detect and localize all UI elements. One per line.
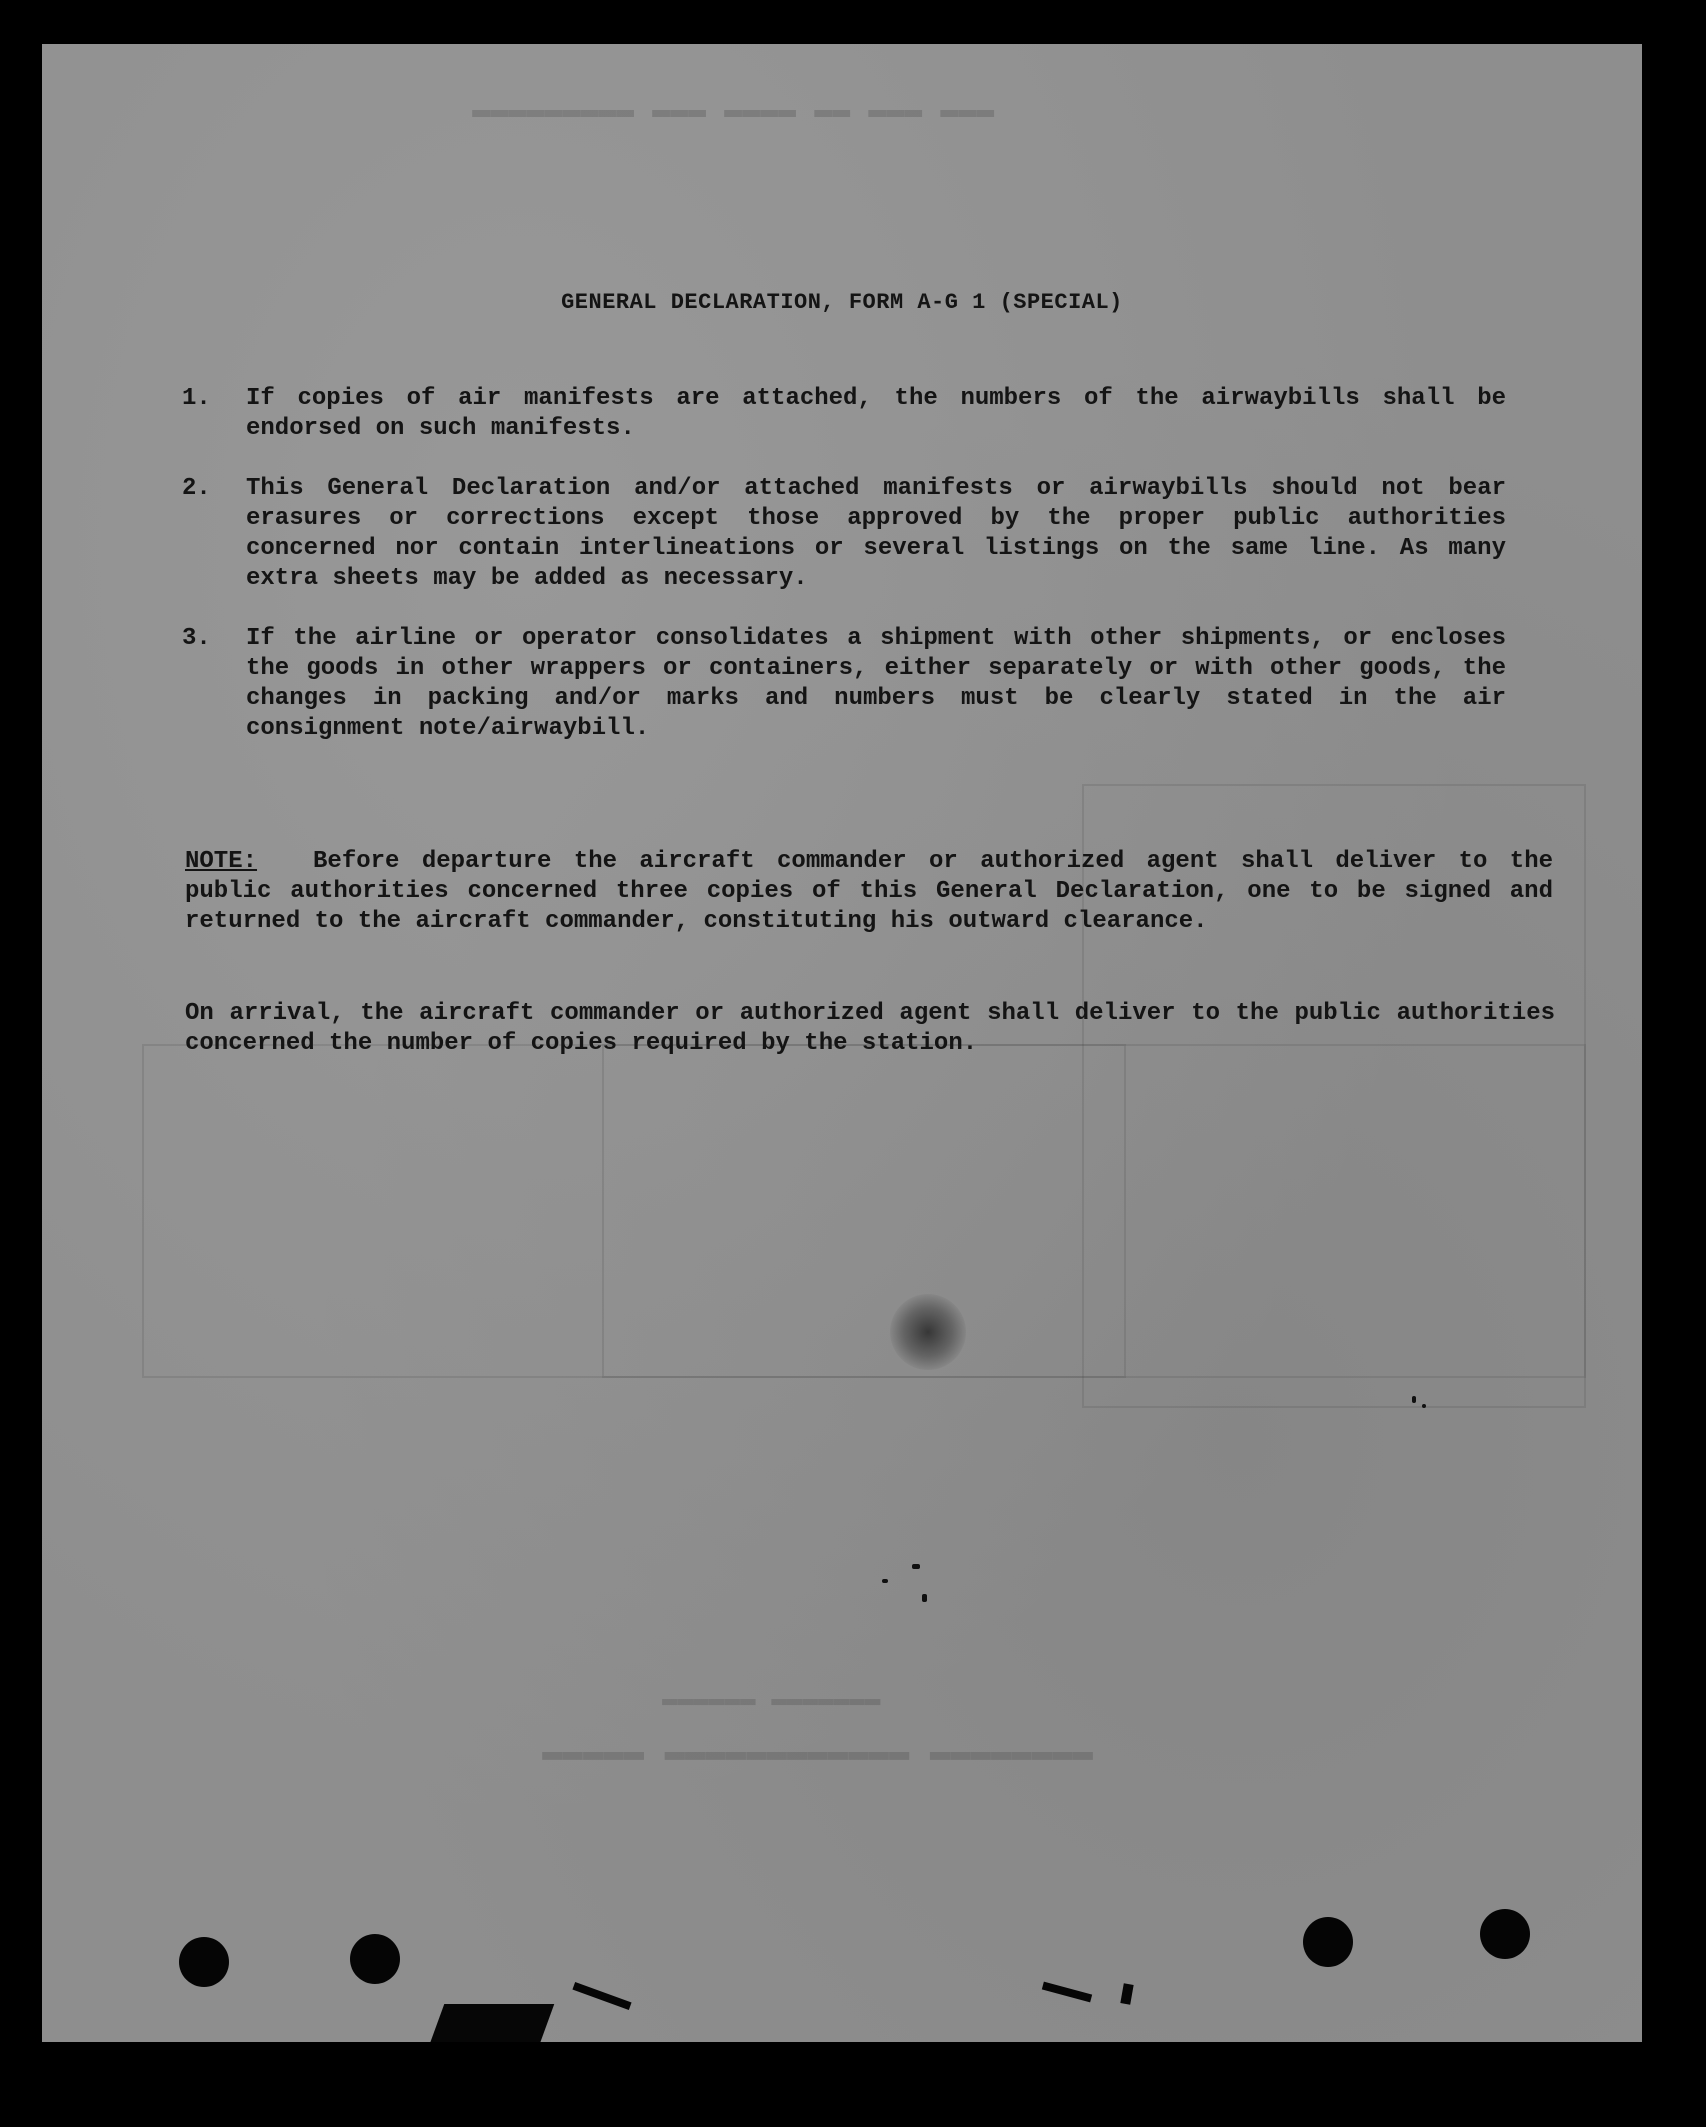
- list-item: [182, 624, 1562, 744]
- punch-hole: [1303, 1917, 1353, 1967]
- item-text: If the airline or operator consolidates a shipment with other shipments, or encloses the goods in other wrappers or containers, either separately or with other goods, the changes in packing and/or marks and numbers must be clearly stated in the air consignment note/airwaybill.: [246, 625, 1506, 742]
- note-text: Before departure the aircraft commander or authorized agent shall deliver to the public authorities concerned three copies of this General Declaration, one to be signed and returned to the aircraft commander, constituting his outward clearance.: [185, 848, 1553, 935]
- punch-hole: [1480, 1909, 1530, 1959]
- list-item: [182, 384, 1562, 444]
- document-title: GENERAL DECLARATION, FORM A-G 1 (SPECIAL): [561, 290, 1123, 315]
- paper-tear: [572, 1982, 631, 2010]
- ink-speck: [922, 1594, 927, 1602]
- item-text: This General Declaration and/or attached manifests or airwaybills should not bear erasures or corrections except those approved by the proper public authorities concerned nor contain interlineations or several listings on the same line. As many extra sheets may be added as necessary.: [246, 475, 1506, 592]
- show-through-text: ▬▬▬ ▬▬▬ ▬▬ ▬▬▬▬ ▬▬▬ ▬▬▬▬▬▬▬▬▬: [472, 94, 995, 128]
- ink-speck: [882, 1579, 888, 1583]
- ink-speck: [912, 1564, 920, 1569]
- punch-hole: [179, 1937, 229, 1987]
- show-through-text: ▬▬▬▬▬▬▬ ▬▬▬▬▬▬: [662, 1684, 881, 1714]
- item-number: 1.: [182, 385, 211, 412]
- note-label: NOTE:: [185, 848, 258, 875]
- show-through-text: ▬▬▬▬▬▬▬▬ ▬▬▬▬▬▬▬▬▬▬▬▬ ▬▬▬▬▬: [542, 1734, 1093, 1772]
- item-number: 3.: [182, 625, 211, 652]
- punch-hole: [350, 1934, 400, 1984]
- ink-smudge: [890, 1294, 966, 1370]
- ink-speck: [1422, 1404, 1426, 1408]
- note-paragraph: [185, 847, 1553, 937]
- arrival-paragraph: On arrival, the aircraft commander or authorized agent shall deliver to the public authorities concerned the number of copies required by the station.: [185, 1000, 1555, 1057]
- document-page: [42, 44, 1642, 2042]
- list-item: [182, 474, 1562, 594]
- paper-tear: [1120, 1983, 1133, 2004]
- show-through-frame: [602, 1044, 1126, 1378]
- paper-tear: [430, 2004, 555, 2042]
- paper-tear: [1042, 1982, 1092, 2003]
- item-text: If copies of air manifests are attached, the numbers of the airwaybills shall be endorsed on such manifests.: [246, 385, 1506, 442]
- instructions-list: [182, 384, 1562, 774]
- ink-speck: [1412, 1396, 1416, 1403]
- item-number: 2.: [182, 475, 211, 502]
